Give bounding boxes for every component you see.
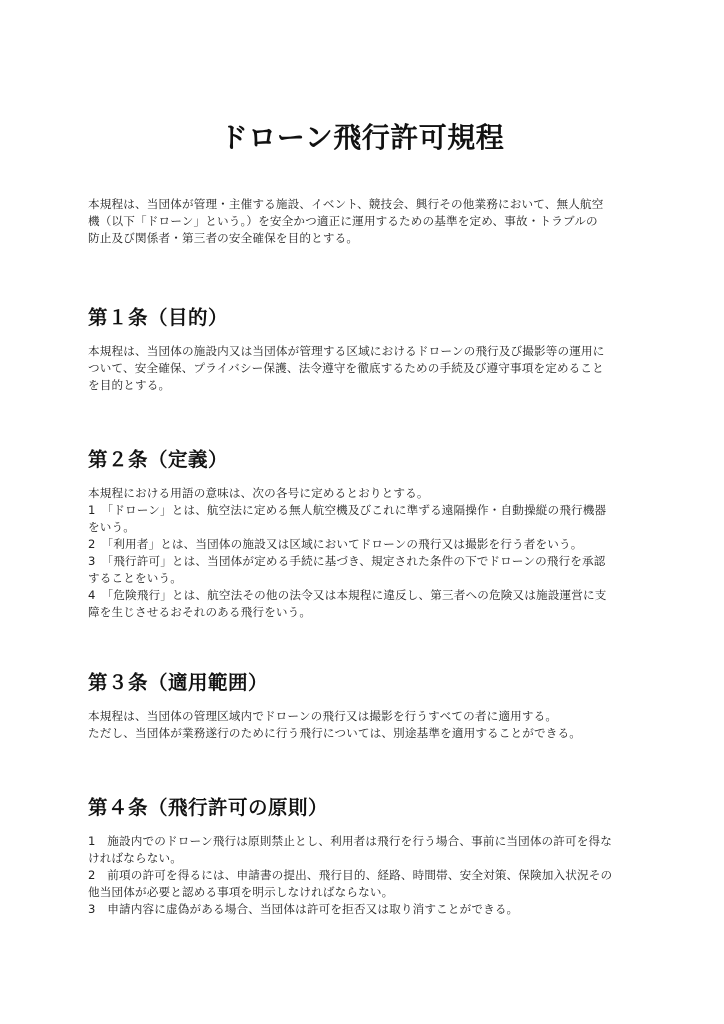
article-line: 他当団体が必要と認める事項を明示しなければならない。 <box>88 885 394 899</box>
article-line: 本規程における用語の意味は、次の各号に定めるとおりとする。 <box>88 486 429 500</box>
clause-2: 2 前項の許可を得るには、申請書の提出、飛行目的、経路、時間帯、安全対策、保険加入状況その <box>88 868 613 882</box>
article-2-heading: 第２条（定義） <box>88 448 229 471</box>
definition-item-3: 3 「飛行許可」とは、当団体が定める手続に基づき、規定された条件の下でドローンの飛行を承認 <box>88 554 606 568</box>
preamble-line: 防止及び関係者・第三者の安全確保を目的とする。 <box>88 231 359 245</box>
article-line: 障を生じさせるおそれのある飛行をいう。 <box>88 605 312 619</box>
article-line: をいう。 <box>88 520 135 534</box>
preamble-line: 本規程は、当団体が管理・主催する施設、イベント、競技会、興行その他業務において、無人航空 <box>88 197 604 211</box>
article-2-body <box>88 485 636 621</box>
article-line: ついて、安全確保、プライバシー保護、法令遵守を徹底するための手続及び遵守事項を定めること <box>88 361 604 375</box>
preamble-line: 機（以下「ドローン」という。）を安全かつ適正に運用するための基準を定め、事故・トラブルの <box>88 214 598 228</box>
article-1-heading: 第１条（目的） <box>88 306 229 329</box>
article-line: 本規程は、当団体の施設内又は当団体が管理する区域におけるドローンの飛行及び撮影等の運用に <box>88 344 605 358</box>
clause-1: 1 施設内でのドローン飛行は原則禁止とし、利用者は飛行を行う場合、事前に当団体の許可を得な <box>88 834 613 848</box>
article-4-body <box>88 833 636 918</box>
clause-3: 3 申請内容に虚偽がある場合、当団体は許可を拒否又は取り消すことができる。 <box>88 902 519 916</box>
article-1-body <box>88 343 636 394</box>
article-3-heading: 第３条（適用範囲） <box>88 671 269 694</box>
article-line: ただし、当団体が業務遂行のために行う飛行については、別途基準を適用することができる。 <box>88 726 582 740</box>
article-3-body <box>88 708 636 742</box>
article-line: することをいう。 <box>88 571 182 585</box>
document-title: ドローン飛行許可規程 <box>219 121 505 154</box>
definition-item-4: 4 「危険飛行」とは、航空法その他の法令又は本規程に違反し、第三者への危険又は施設運営に支 <box>88 588 607 602</box>
article-line: ければならない。 <box>88 851 182 865</box>
definition-item-1: 1 「ドローン」とは、航空法に定める無人航空機及びこれに準ずる遠隔操作・自動操縦の飛行機器 <box>88 503 607 517</box>
preamble <box>88 196 636 247</box>
definition-item-2: 2 「利用者」とは、当団体の施設又は区域においてドローンの飛行又は撮影を行う者をいう。 <box>88 537 583 551</box>
article-4-heading: 第４条（飛行許可の原則） <box>88 796 329 819</box>
article-line: を目的とする。 <box>88 378 171 392</box>
article-line: 本規程は、当団体の管理区域内でドローンの飛行又は撮影を行うすべての者に適用する。 <box>88 709 558 723</box>
